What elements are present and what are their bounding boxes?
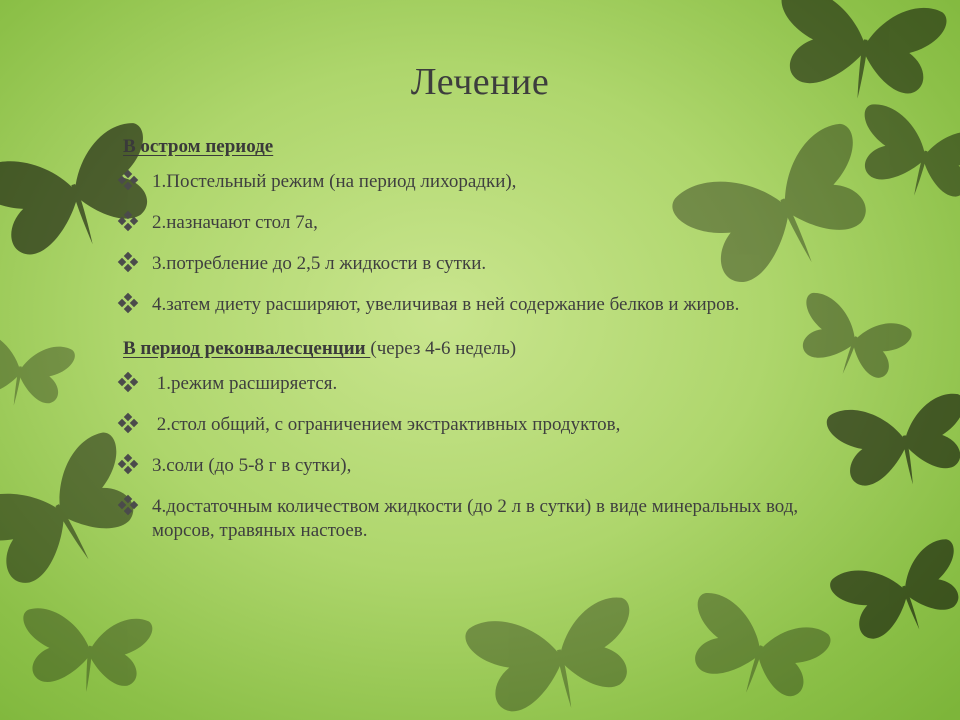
list-item-text: 2.назначают стол 7а,	[152, 212, 318, 233]
butterfly-icon	[825, 390, 960, 498]
butterfly-icon	[847, 101, 960, 211]
list-item	[118, 211, 838, 235]
butterfly-icon	[17, 607, 153, 697]
list-item	[118, 252, 838, 276]
diamond-bullet-icon	[119, 455, 137, 473]
butterfly-icon	[0, 328, 76, 414]
diamond-bullet-icon	[119, 212, 137, 230]
list-item	[118, 170, 838, 194]
list-item	[118, 413, 838, 437]
list-item-text: 3.соли (до 5-8 г в сутки),	[152, 455, 352, 476]
slide-title: Лечение	[410, 61, 550, 103]
diamond-bullet-icon	[119, 294, 137, 312]
diamond-bullet-icon	[119, 414, 137, 432]
butterfly-icon	[676, 589, 834, 713]
list-item-text: 1.Постельный режим (на период лихорадки),	[152, 171, 517, 192]
slide-content	[118, 132, 838, 560]
list-item-text: 4.достаточным количеством жидкости (до 2 л в сутки) в виде минеральных вод, морсов, травяных настоев.	[152, 496, 799, 541]
list-item-text: 4.затем диету расширяют, увеличивая в ней содержание белков и жиров.	[152, 294, 740, 315]
butterfly-icon	[463, 592, 647, 720]
list-item	[118, 372, 838, 396]
diamond-bullet-icon	[119, 171, 137, 189]
acute-period-list	[118, 170, 838, 317]
diamond-bullet-icon	[119, 253, 137, 271]
list-item-text: 3.потребление до 2,5 л жидкости в сутки.	[152, 253, 487, 274]
list-item	[118, 293, 838, 317]
section-heading-convalescence	[123, 334, 838, 364]
list-item	[118, 454, 838, 478]
list-item-text: 2.стол общий, с ограничением экстрактивных продуктов,	[152, 414, 621, 435]
section-heading-text: В период реконвалесценции	[123, 338, 371, 359]
section-heading-acute	[123, 132, 838, 162]
list-item-text: 1.режим расширяется.	[152, 373, 338, 394]
section-heading-note: (через 4-6 недель)	[370, 338, 517, 359]
diamond-bullet-icon	[119, 496, 137, 514]
list-item	[118, 495, 838, 543]
diamond-bullet-icon	[119, 373, 137, 391]
convalescence-period-list	[118, 372, 838, 543]
section-heading-text: В остром периоде	[123, 136, 274, 157]
butterfly-icon	[827, 534, 960, 653]
